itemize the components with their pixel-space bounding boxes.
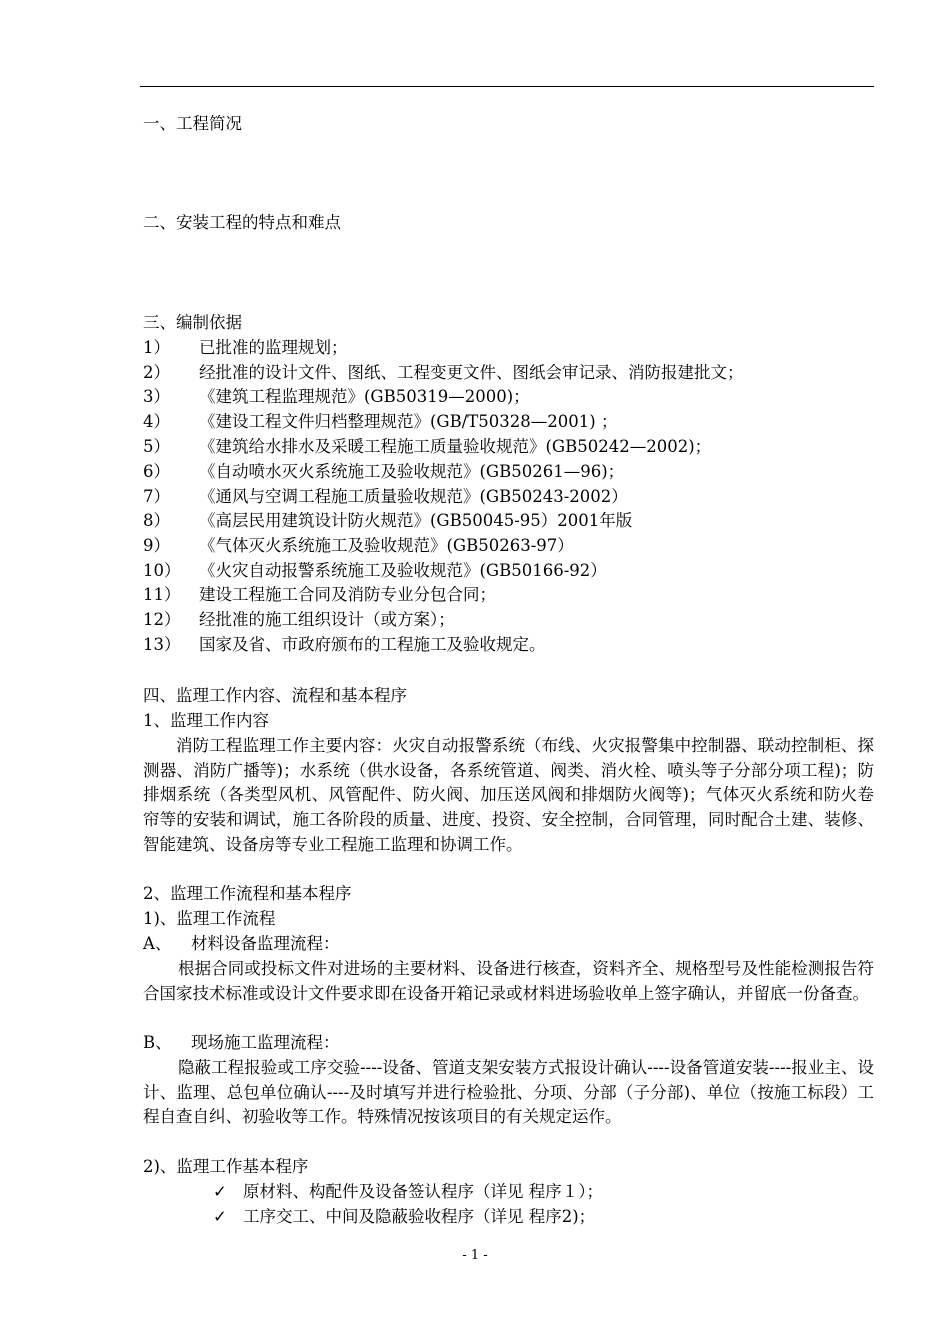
basis-item: 11） 建设工程施工合同及消防专业分包合同； bbox=[143, 585, 496, 604]
checklist-item: ✓ 原材料、构配件及设备签认程序（详见 程序１）； bbox=[213, 1180, 603, 1204]
subheading-flow: 2、监理工作流程和基本程序 bbox=[143, 884, 352, 903]
checklist-item: ✓ 工序交工、中间及隐蔽验收程序（详见 程序2)； bbox=[213, 1205, 595, 1229]
basis-item: 8） 《高层民用建筑设计防火规范》(GB50045-95）2001年版 bbox=[143, 511, 633, 530]
basis-item: 12） 经批准的施工组织设计（或方案）； bbox=[143, 610, 455, 629]
section-heading-overview: 一、工程简况 bbox=[143, 114, 242, 133]
subheading-procedure: 2)、监理工作基本程序 bbox=[143, 1157, 309, 1176]
paragraph-materials: 根据合同或投标文件对进场的主要材料、设备进行核查，资料齐全、规格型号及性能检测报告符合国家技术标准或设计文件要求即在设备开箱记录或材料进场验收单上签字确认，并留底一份备查。 bbox=[143, 959, 874, 1003]
basis-item: 7） 《通风与空调工程施工质量验收规范》(GB50243-2002） bbox=[143, 487, 628, 506]
basis-item: 4） 《建设工程文件归档整理规范》(GB/T50328—2001) ； bbox=[143, 412, 618, 431]
basis-item: 6） 《自动喷水灭火系统施工及验收规范》(GB50261—96)； bbox=[143, 462, 625, 481]
basis-item: 10） 《火灾自动报警系统施工及验收规范》(GB50166-92） bbox=[143, 561, 607, 580]
basis-item: 3） 《建筑工程监理规范》(GB50319—2000)； bbox=[143, 387, 530, 406]
section-heading-basis: 三、编制依据 bbox=[143, 313, 242, 332]
section-heading-supervision: 四、监理工作内容、流程和基本程序 bbox=[143, 686, 407, 705]
header-rule bbox=[140, 86, 874, 87]
flow-b-heading: B、 现场施工监理流程： bbox=[143, 1033, 340, 1052]
basis-item: 9） 《气体灭火系统施工及验收规范》(GB50263-97） bbox=[143, 536, 574, 555]
checkmark-icon: ✓ bbox=[213, 1182, 227, 1201]
paragraph-content: 消防工程监理工作主要内容：火灾自动报警系统（布线、火灾报警集中控制器、联动控制柜、探测器、消防广播等)；水系统（供水设备，各系统管道、阀类、消火栓、喷头等子分部分项工程)；防排烟系统（各类型风机、风管配件、防火阀、加压送风阀和排烟防火阀等)；气体灭火系统和防火卷帘等的安装和调试，施工各阶段的质量、进度、投资、安全控制，合同管理，同时配合土建、装修、智能建筑、设备房等专业工程施工监理和协调工作。 bbox=[143, 736, 874, 854]
flow-a-heading: A、 材料设备监理流程： bbox=[143, 934, 340, 953]
page-number: - 1 - bbox=[462, 1248, 488, 1263]
paragraph-site: 隐蔽工程报验或工序交验----设备、管道支架安装方式报设计确认----设备管道安装----报业主、设计、监理、总包单位确认----及时填写并进行检验批、分项、分部（子分部)、单位（按施工标段）工程自查自纠、初验收等工作。特殊情况按该项目的有关规定运作。 bbox=[143, 1058, 874, 1127]
basis-item: 13） 国家及省、市政府颁布的工程施工及验收规定。 bbox=[143, 635, 546, 654]
basis-item: 1） 已批准的监理规划； bbox=[143, 338, 348, 357]
basis-item: 5） 《建筑给水排水及采暖工程施工质量验收规范》(GB50242—2002)； bbox=[143, 437, 712, 456]
basis-item: 2） 经批准的设计文件、图纸、工程变更文件、图纸会审记录、消防报建批文； bbox=[143, 363, 744, 382]
subheading-flow-1: 1)、监理工作流程 bbox=[143, 909, 276, 928]
checkmark-icon: ✓ bbox=[213, 1207, 227, 1226]
section-heading-features: 二、安装工程的特点和难点 bbox=[143, 213, 341, 232]
subheading-content: 1、监理工作内容 bbox=[143, 711, 269, 730]
